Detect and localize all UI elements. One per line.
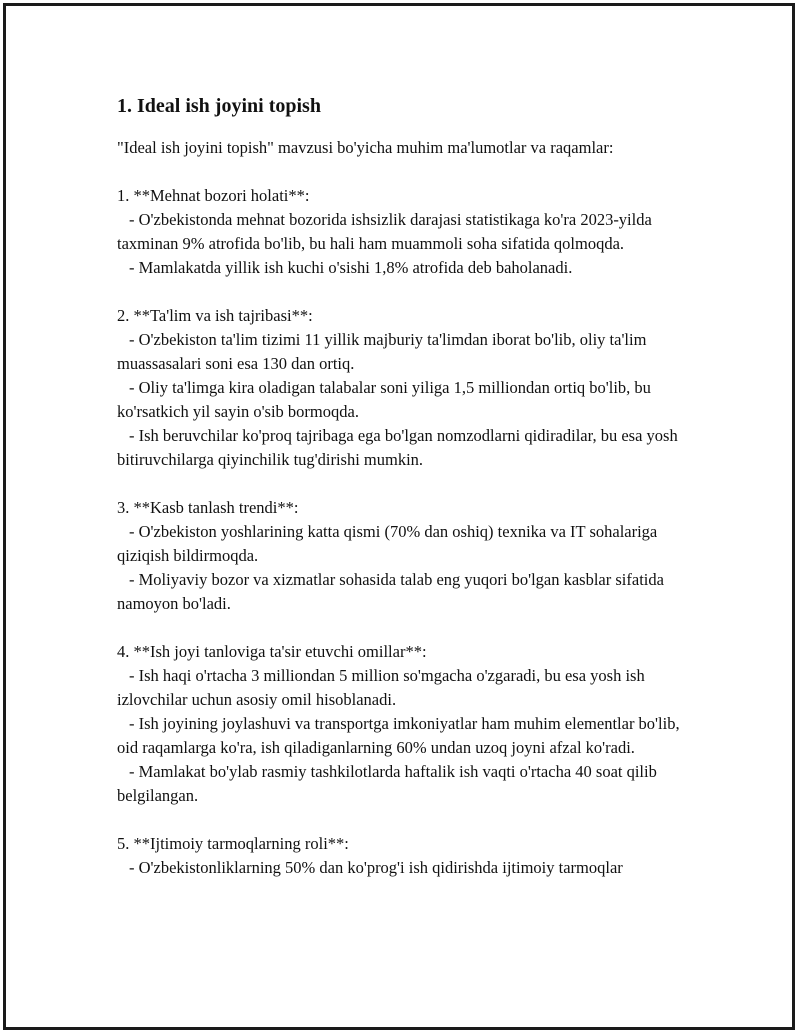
- list-item: - Moliyaviy bozor va xizmatlar sohasida talab eng yuqori bo'lgan kasblar sifatida namoyon bo'ladi.: [117, 570, 664, 613]
- page-title: 1. Ideal ish joyini topish: [117, 95, 321, 117]
- list-item: - Mamlakat bo'ylab rasmiy tashkilotlarda haftalik ish vaqti o'rtacha 40 soat qilib belgilangan.: [117, 762, 657, 805]
- section-heading: 3. **Kasb tanlash trendi**:: [117, 498, 299, 517]
- section-heading: 2. **Ta'lim va ish tajribasi**:: [117, 306, 313, 325]
- list-item: - Ish beruvchilar ko'proq tajribaga ega bo'lgan nomzodlarni qidiradilar, bu esa yosh bitiruvchilarga qiyinchilik tug'dirishi mumkin.: [117, 426, 678, 469]
- list-item: - O'zbekiston ta'lim tizimi 11 yillik majburiy ta'limdan iborat bo'lib, oliy ta'lim muassasalari soni esa 130 dan ortiq.: [117, 330, 647, 373]
- section-career-trend: [117, 496, 692, 616]
- list-item: - Ish joyining joylashuvi va transportga imkoniyatlar ham muhim elementlar bo'lib, oid raqamlarga ko'ra, ish qiladiganlarning 60% undan uzoq joyni afzal ko'radi.: [117, 714, 680, 757]
- section-heading: 5. **Ijtimoiy tarmoqlarning roli**:: [117, 834, 349, 853]
- list-item: - Mamlakatda yillik ish kuchi o'sishi 1,8% atrofida deb baholanadi.: [129, 258, 573, 277]
- intro-paragraph: "Ideal ish joyini topish" mavzusi bo'yicha muhim ma'lumotlar va raqamlar:: [117, 138, 614, 157]
- list-item: - O'zbekistonda mehnat bozorida ishsizlik darajasi statistikaga ko'ra 2023-yilda taxminan 9% atrofida bo'lib, bu hali ham muammoli soha sifatida qolmoqda.: [117, 210, 652, 253]
- document-body: [117, 92, 692, 904]
- list-item: - O'zbekiston yoshlarining katta qismi (70% dan oshiq) texnika va IT sohalariga qiziqish bildirmoqda.: [117, 522, 658, 565]
- section-social-networks: [117, 832, 692, 880]
- section-labor-market: [117, 184, 692, 280]
- section-education: [117, 304, 692, 472]
- list-item: - O'zbekistonliklarning 50% dan ko'prog'i ish qidirishda ijtimoiy tarmoqlar: [129, 858, 623, 877]
- section-job-factors: [117, 640, 692, 808]
- list-item: - Oliy ta'limga kira oladigan talabalar soni yiliga 1,5 milliondan ortiq bo'lib, bu ko'rsatkich yil sayin o'sib bormoqda.: [117, 378, 651, 421]
- section-heading: 4. **Ish joyi tanloviga ta'sir etuvchi omillar**:: [117, 642, 427, 661]
- section-heading: 1. **Mehnat bozori holati**:: [117, 186, 310, 205]
- list-item: - Ish haqi o'rtacha 3 milliondan 5 million so'mgacha o'zgaradi, bu esa yosh ish izlovchilar uchun asosiy omil hisoblanadi.: [117, 666, 645, 709]
